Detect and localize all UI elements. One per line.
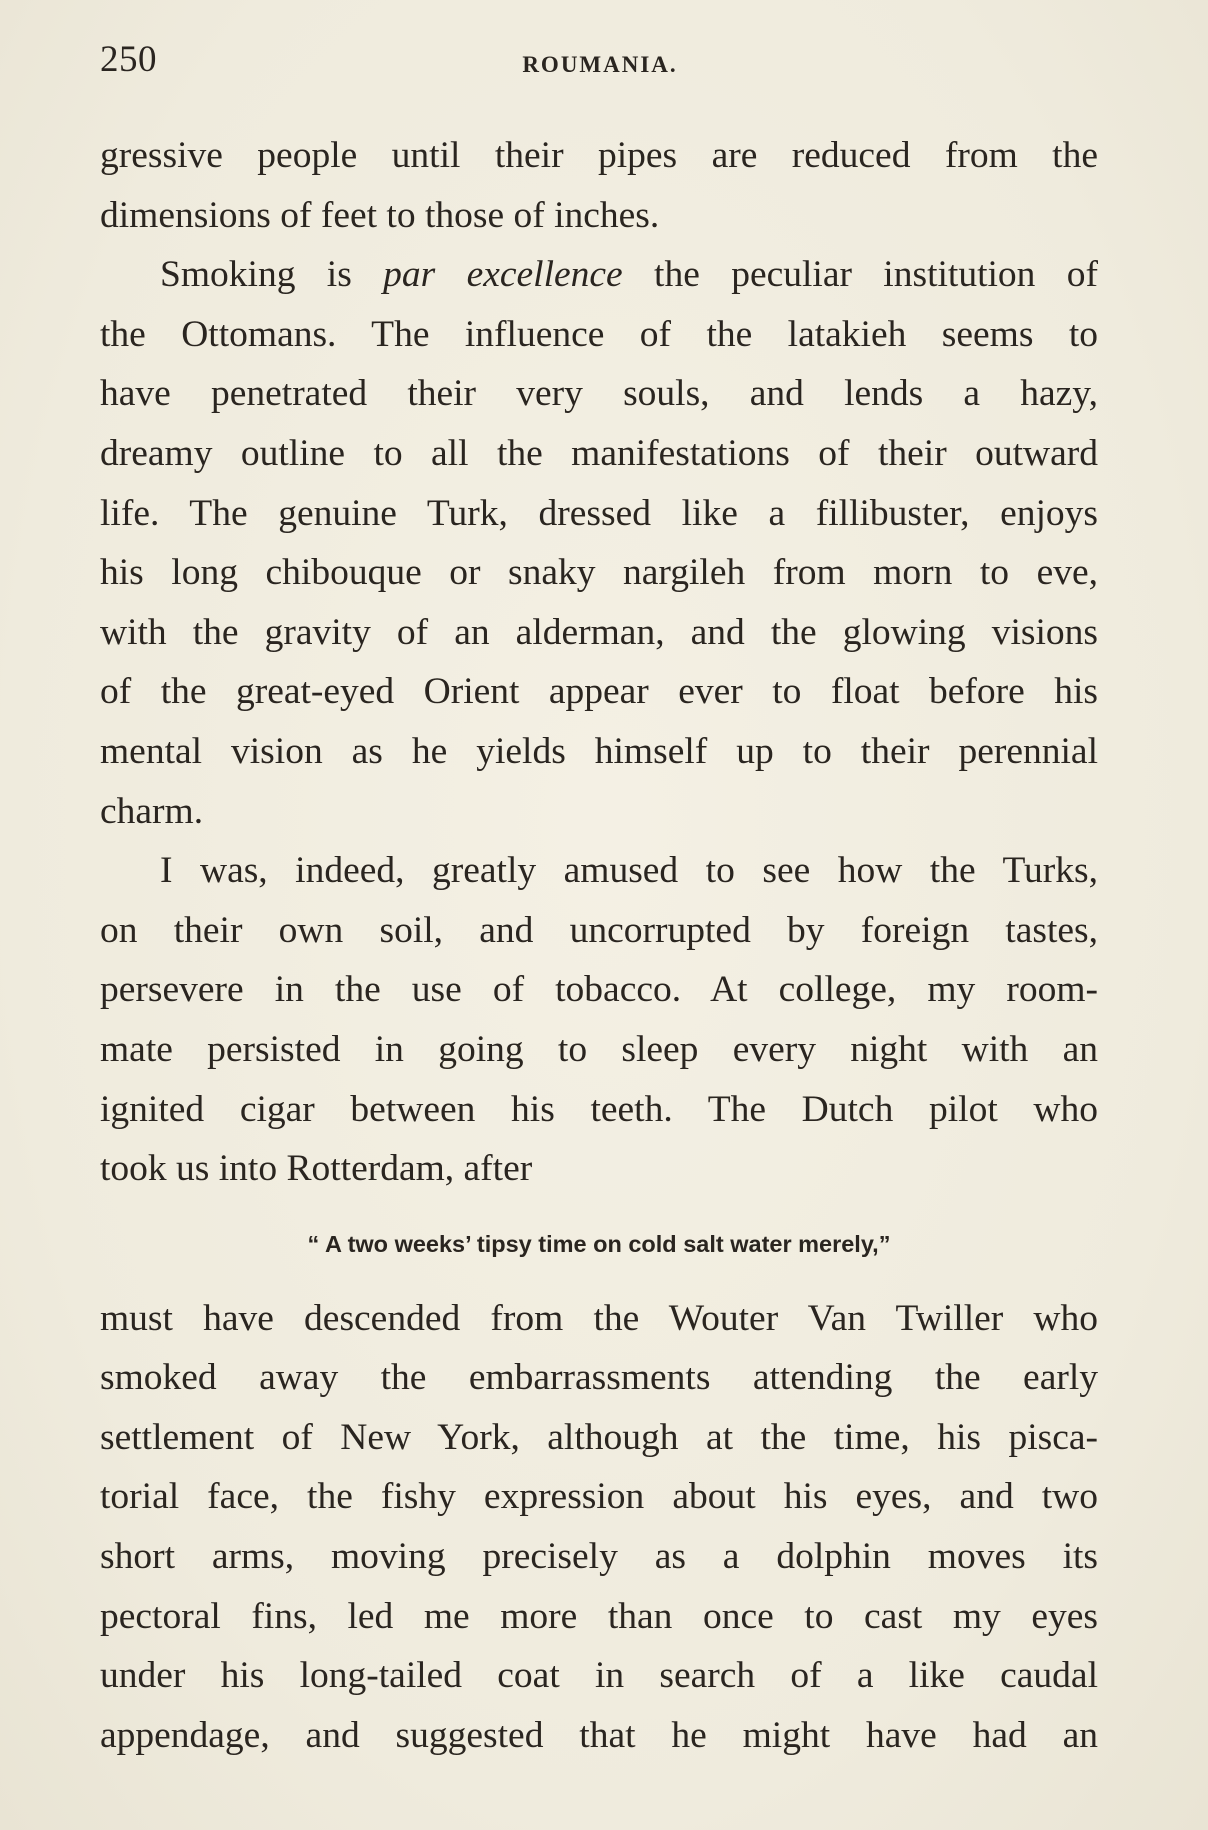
quoted-verse: “ A two weeks’ tipsy time on cold salt water merely,” bbox=[307, 1230, 891, 1257]
text-line: took us into Rotterdam, after bbox=[100, 1148, 533, 1190]
text-line: short arms, moving precisely as a dolphin moves its bbox=[100, 1536, 1098, 1578]
running-head bbox=[100, 38, 1100, 86]
text-line: dimensions of feet to those of inches. bbox=[100, 194, 660, 236]
text-line: settlement of New York, although at the time, his pisca- bbox=[100, 1416, 1098, 1458]
text-line bbox=[100, 245, 1098, 305]
text-line: with the gravity of an alderman, and the glowing visions bbox=[100, 611, 1098, 653]
text-line: have penetrated their very souls, and lends a hazy, bbox=[100, 373, 1098, 415]
text-line: ignited cigar between his teeth. The Dutch pilot who bbox=[100, 1088, 1098, 1130]
text-span: the peculiar institution of bbox=[622, 254, 1098, 296]
text-line: of the great-eyed Orient appear ever to float before his bbox=[100, 671, 1098, 713]
text-line: life. The genuine Turk, dressed like a fillibuster, enjoys bbox=[100, 492, 1098, 534]
text-line: mental vision as he yields himself up to their perennial bbox=[100, 730, 1098, 772]
text-line: gressive people until their pipes are reduced from the bbox=[100, 135, 1098, 176]
text-line: pectoral fins, led me more than once to cast my eyes bbox=[100, 1595, 1098, 1637]
text-line: must have descended from the Wouter Van Twiller who bbox=[100, 1297, 1098, 1339]
text-line: on their own soil, and uncorrupted by foreign tastes, bbox=[100, 909, 1098, 951]
text-line: charm. bbox=[100, 790, 204, 832]
text-line: dreamy outline to all the manifestations of their outward bbox=[100, 432, 1098, 474]
italic-phrase: par excellence bbox=[383, 254, 623, 296]
text-line: I was, indeed, greatly amused to see how the Turks, bbox=[160, 850, 1098, 892]
text-span: Smoking is bbox=[160, 254, 384, 296]
text-line: torial face, the fishy expression about his eyes, and two bbox=[100, 1476, 1098, 1518]
text-line: his long chibouque or snaky nargileh from morn to eve, bbox=[100, 552, 1098, 594]
text-line: mate persisted in going to sleep every night with an bbox=[100, 1028, 1098, 1070]
page-number: 250 bbox=[100, 39, 157, 80]
text-line: smoked away the embarrassments attending the early bbox=[100, 1357, 1098, 1399]
body-text bbox=[100, 126, 1098, 1765]
text-line: appendage, and suggested that he might have had an bbox=[100, 1714, 1098, 1756]
running-title: ROUMANIA. bbox=[522, 52, 678, 77]
text-line: persevere in the use of tobacco. At college, my room- bbox=[100, 969, 1098, 1011]
text-line: under his long-tailed coat in search of a like caudal bbox=[100, 1655, 1098, 1697]
text-line: the Ottomans. The influence of the latakieh seems to bbox=[100, 313, 1098, 355]
